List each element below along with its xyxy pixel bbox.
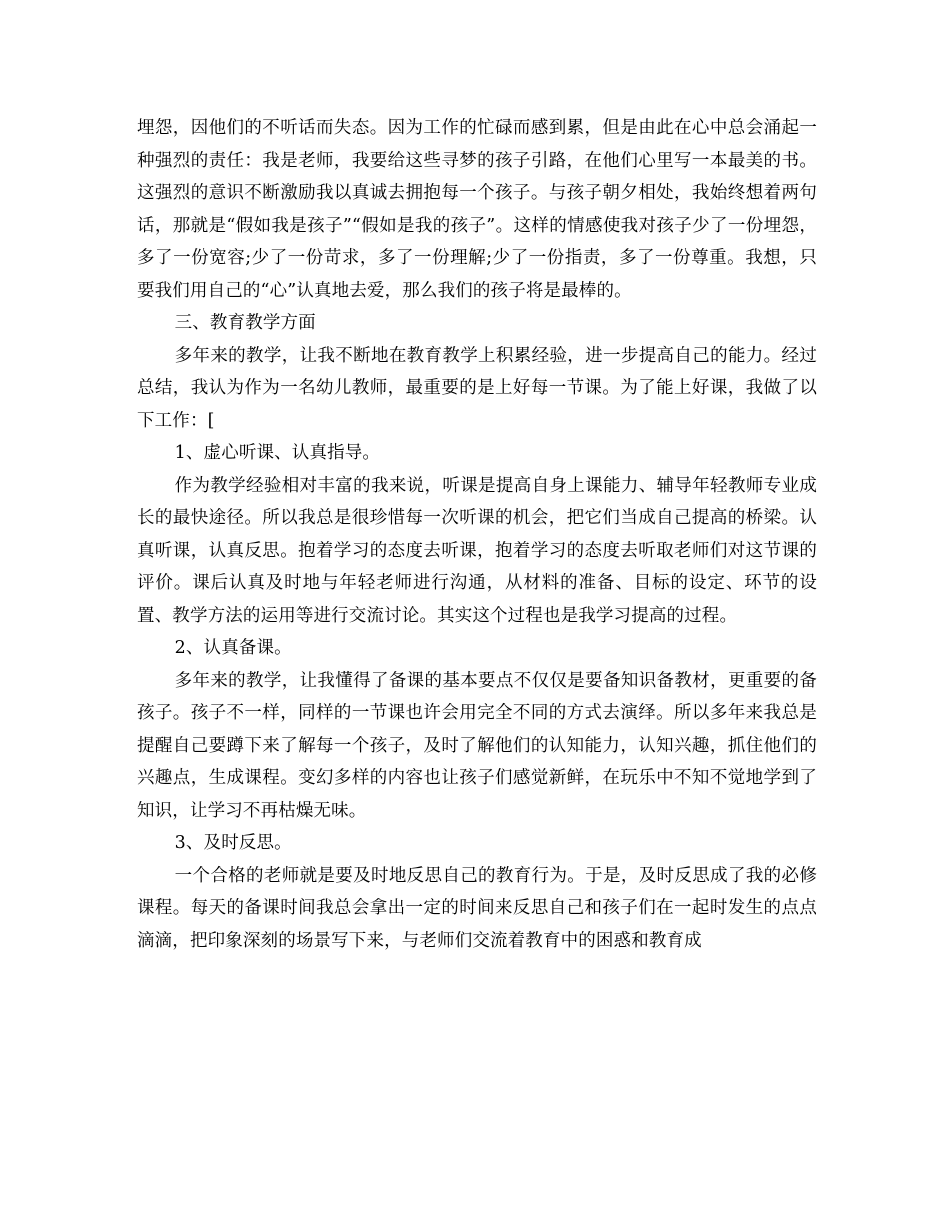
paragraph-listen-to-lessons: 作为教学经验相对丰富的我来说，听课是提高自身上课能力、辅导年轻教师专业成长的最快途径。所以我总是很珍惜每一次听课的机会，把它们当成自己提高的桥梁。认真听课，认真反思。抱着学习的态度去听课，抱着学习的态度去听取老师们对这节课的评价。课后认真及时地与年轻老师进行沟通，从材料的准备、目标的设定、环节的设置、教学方法的运用等进行交流讨论。其实这个过程也是我学习提高的过程。 [137,475,817,626]
subheading-lesson-preparation: 2、认真备课。 [174,638,292,658]
subheading-timely-reflection: 3、及时反思。 [174,833,292,853]
paragraph-continuation: 埋怨，因他们的不听话而失态。因为工作的忙碌而感到累，但是由此在心中总会涌起一种强烈的责任：我是老师，我要给这些寻梦的孩子引路，在他们心里写一本最美的书。这强烈的意识不断激励我以真诚去拥抱每一个孩子。与孩子朝夕相处，我始终想着两句话，那就是“假如我是孩子”“假如是我的孩子”。这样的情感使我对孩子少了一份埋怨，多了一份宽容;少了一份苛求，多了一份理解;少了一份指责，多了一份尊重。我想，只要我们用自己的“心”认真地去爱，那么我们的孩子将是最棒的。 [137,118,817,301]
section-heading-education-teaching: 三、教育教学方面 [174,313,316,333]
paragraph-teaching-experience: 多年来的教学，让我不断地在教育教学上积累经验，进一步提高自己的能力。经过总结，我认为作为一名幼儿教师，最重要的是上好每一节课。为了能上好课，我做了以下工作：[ [137,345,817,431]
paragraph-timely-reflection: 一个合格的老师就是要及时地反思自己的教育行为。于是，及时反思成了我的必修课程。每天的备课时间我总会拿出一定的时间来反思自己和孩子们在一起时发生的点点滴滴，把印象深刻的场景写下来，与老师们交流着教育中的困惑和教育成 [137,865,817,951]
paragraph-lesson-preparation: 多年来的教学，让我懂得了备课的基本要点不仅仅是要备知识备教材，更重要的备孩子。孩子不一样，同样的一节课也许会用完全不同的方式去演绎。所以多年来我总是提醒自己要蹲下来了解每一个孩子，及时了解他们的认知能力，认知兴趣，抓住他们的兴趣点，生成课程。变幻多样的内容也让孩子们感觉新鲜，在玩乐中不知不觉地学到了知识，让学习不再枯燥无味。 [137,670,817,821]
document-body [137,112,817,957]
subheading-listen-to-lessons: 1、虚心听课、认真指导。 [174,443,381,463]
